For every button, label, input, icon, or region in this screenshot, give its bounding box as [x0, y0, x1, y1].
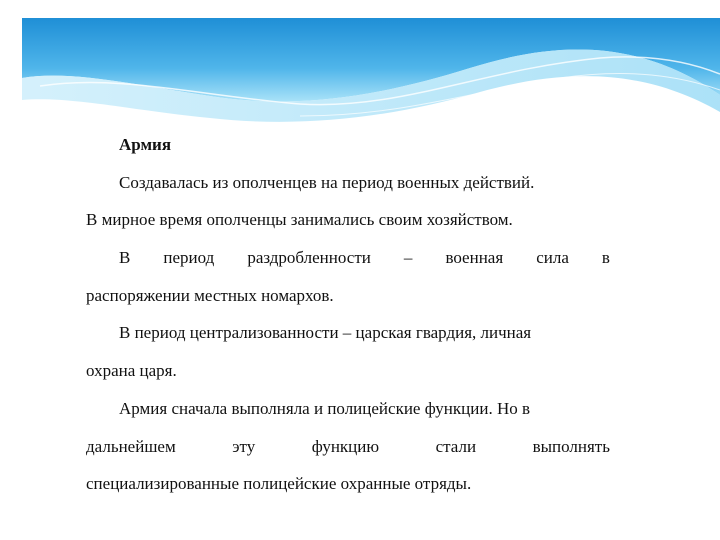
decorative-wave-header — [0, 0, 720, 140]
p3-line2: охрана царя. — [86, 361, 177, 381]
p4-line1: Армия сначала выполняла и полицейские функции. Но в — [119, 398, 531, 418]
p2-word: раздробленности — [247, 248, 371, 268]
p4-word: эту — [232, 436, 256, 456]
p2-word: В — [119, 248, 131, 268]
p2-word: период — [163, 248, 215, 268]
p2-word: в — [601, 248, 610, 268]
text-body — [86, 126, 610, 503]
p4-word: стали — [435, 436, 477, 456]
p3-line1: В период централизованности – царская гвардия, личная — [119, 323, 532, 343]
p4-line2-justified — [86, 428, 610, 466]
heading-army: Армия — [119, 135, 172, 154]
p2-line1-justified — [86, 239, 610, 277]
p4-line3: специализированные полицейские охранные отряды. — [86, 474, 472, 494]
p2-word: – — [403, 248, 413, 268]
p2-word: военная — [445, 248, 504, 268]
p1-line2: В мирное время ополченцы занимались своим хозяйством. — [86, 210, 513, 230]
p4-word: дальнейшем — [86, 436, 176, 456]
p2-word: сила — [536, 248, 569, 268]
p4-word: функцию — [311, 436, 380, 456]
p1-line1: Создавалась из ополченцев на период военных действий. — [119, 172, 535, 192]
p4-word: выполнять — [532, 436, 610, 456]
p2-line2: распоряжении местных номархов. — [86, 285, 334, 305]
